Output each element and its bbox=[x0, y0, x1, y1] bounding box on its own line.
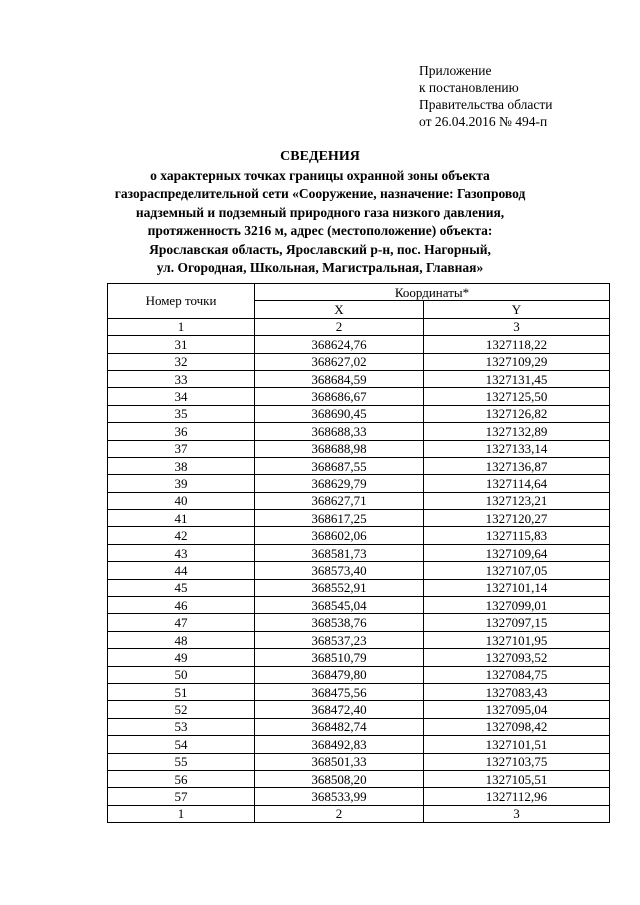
point-number-cell: 43 bbox=[108, 544, 255, 561]
coordinates-table bbox=[107, 283, 610, 823]
table-row bbox=[108, 510, 610, 527]
y-coordinate-cell: 1327097,15 bbox=[424, 614, 610, 631]
index-cell: 2 bbox=[255, 318, 424, 335]
y-coordinate-cell: 1327109,64 bbox=[424, 544, 610, 561]
heading-line: протяженность 3216 м, адрес (местоположение) объекта: bbox=[147, 223, 493, 238]
header-x: X bbox=[255, 301, 424, 318]
x-coordinate-cell: 368482,74 bbox=[255, 718, 424, 735]
point-number-cell: 45 bbox=[108, 579, 255, 596]
point-number-cell: 50 bbox=[108, 666, 255, 683]
y-coordinate-cell: 1327101,14 bbox=[424, 579, 610, 596]
x-coordinate-cell: 368629,79 bbox=[255, 475, 424, 492]
x-coordinate-cell: 368538,76 bbox=[255, 614, 424, 631]
y-coordinate-cell: 1327083,43 bbox=[424, 683, 610, 700]
table-row bbox=[108, 527, 610, 544]
document-title: СВЕДЕНИЯ bbox=[280, 149, 360, 164]
heading-line: Ярославская область, Ярославский р-н, пос. Нагорный, bbox=[149, 241, 491, 257]
x-coordinate-cell: 368617,25 bbox=[255, 510, 424, 527]
table-row bbox=[108, 649, 610, 666]
x-coordinate-cell: 368475,56 bbox=[255, 683, 424, 700]
x-coordinate-cell: 368479,80 bbox=[255, 666, 424, 683]
point-number-cell: 42 bbox=[108, 527, 255, 544]
table-row bbox=[108, 631, 610, 648]
table-row bbox=[108, 457, 610, 474]
table-row bbox=[108, 405, 610, 422]
heading-line: о характерных точках границы охранной зоны объекта bbox=[150, 167, 490, 183]
table-row bbox=[108, 683, 610, 700]
x-coordinate-cell: 368552,91 bbox=[255, 579, 424, 596]
column-index-row bbox=[108, 805, 610, 822]
point-number-cell: 53 bbox=[108, 718, 255, 735]
y-coordinate-cell: 1327105,51 bbox=[424, 770, 610, 787]
table-row bbox=[108, 753, 610, 770]
x-coordinate-cell: 368624,76 bbox=[255, 336, 424, 353]
index-cell: 3 bbox=[424, 805, 610, 822]
x-coordinate-cell: 368602,06 bbox=[255, 527, 424, 544]
header-point-number: Номер точки bbox=[108, 284, 255, 319]
y-coordinate-cell: 1327095,04 bbox=[424, 701, 610, 718]
y-coordinate-cell: 1327112,96 bbox=[424, 788, 610, 805]
index-cell: 3 bbox=[424, 318, 610, 335]
y-coordinate-cell: 1327120,27 bbox=[424, 510, 610, 527]
x-coordinate-cell: 368545,04 bbox=[255, 597, 424, 614]
table-row bbox=[108, 579, 610, 596]
x-coordinate-cell: 368508,20 bbox=[255, 770, 424, 787]
point-number-cell: 32 bbox=[108, 353, 255, 370]
appendix-block bbox=[419, 62, 552, 130]
x-coordinate-cell: 368537,23 bbox=[255, 631, 424, 648]
point-number-cell: 41 bbox=[108, 510, 255, 527]
table-row bbox=[108, 718, 610, 735]
point-number-cell: 55 bbox=[108, 753, 255, 770]
x-coordinate-cell: 368688,98 bbox=[255, 440, 424, 457]
y-coordinate-cell: 1327115,83 bbox=[424, 527, 610, 544]
index-cell: 1 bbox=[108, 318, 255, 335]
table-row bbox=[108, 370, 610, 387]
y-coordinate-cell: 1327125,50 bbox=[424, 388, 610, 405]
point-number-cell: 44 bbox=[108, 562, 255, 579]
point-number-cell: 48 bbox=[108, 631, 255, 648]
heading-line: газораспределительной сети «Сооружение, назначение: Газопровод bbox=[114, 186, 526, 201]
point-number-cell: 56 bbox=[108, 770, 255, 787]
heading-line: надземный и подземный природного газа низкого давления, bbox=[135, 204, 505, 220]
x-coordinate-cell: 368510,79 bbox=[255, 649, 424, 666]
table-row bbox=[108, 562, 610, 579]
x-coordinate-cell: 368686,67 bbox=[255, 388, 424, 405]
table-row bbox=[108, 614, 610, 631]
point-number-cell: 31 bbox=[108, 336, 255, 353]
table-row bbox=[108, 788, 610, 805]
table-row bbox=[108, 475, 610, 492]
y-coordinate-cell: 1327084,75 bbox=[424, 666, 610, 683]
y-coordinate-cell: 1327133,14 bbox=[424, 440, 610, 457]
table-row bbox=[108, 336, 610, 353]
table-row bbox=[108, 544, 610, 561]
table-row bbox=[108, 492, 610, 509]
column-index-row bbox=[108, 318, 610, 335]
y-coordinate-cell: 1327131,45 bbox=[424, 370, 610, 387]
y-coordinate-cell: 1327103,75 bbox=[424, 753, 610, 770]
x-coordinate-cell: 368533,99 bbox=[255, 788, 424, 805]
y-coordinate-cell: 1327098,42 bbox=[424, 718, 610, 735]
y-coordinate-cell: 1327107,05 bbox=[424, 562, 610, 579]
point-number-cell: 51 bbox=[108, 683, 255, 700]
point-number-cell: 39 bbox=[108, 475, 255, 492]
header-coordinates: Координаты* bbox=[255, 284, 610, 301]
y-coordinate-cell: 1327118,22 bbox=[424, 336, 610, 353]
point-number-cell: 49 bbox=[108, 649, 255, 666]
x-coordinate-cell: 368581,73 bbox=[255, 544, 424, 561]
heading-line: ул. Огородная, Школьная, Магистральная, Главная» bbox=[156, 260, 484, 275]
point-number-cell: 36 bbox=[108, 423, 255, 440]
y-coordinate-cell: 1327101,51 bbox=[424, 736, 610, 753]
point-number-cell: 38 bbox=[108, 457, 255, 474]
point-number-cell: 54 bbox=[108, 736, 255, 753]
appendix-line: от 26.04.2016 № 494-п bbox=[419, 114, 548, 129]
point-number-cell: 47 bbox=[108, 614, 255, 631]
index-cell: 2 bbox=[255, 805, 424, 822]
point-number-cell: 52 bbox=[108, 701, 255, 718]
point-number-cell: 33 bbox=[108, 370, 255, 387]
table-row bbox=[108, 353, 610, 370]
document-heading bbox=[60, 148, 580, 278]
y-coordinate-cell: 1327114,64 bbox=[424, 475, 610, 492]
appendix-line: к постановлению bbox=[419, 80, 519, 95]
x-coordinate-cell: 368684,59 bbox=[255, 370, 424, 387]
point-number-cell: 37 bbox=[108, 440, 255, 457]
point-number-cell: 46 bbox=[108, 597, 255, 614]
table-row bbox=[108, 423, 610, 440]
table-row bbox=[108, 440, 610, 457]
x-coordinate-cell: 368492,83 bbox=[255, 736, 424, 753]
y-coordinate-cell: 1327132,89 bbox=[424, 423, 610, 440]
x-coordinate-cell: 368627,71 bbox=[255, 492, 424, 509]
x-coordinate-cell: 368627,02 bbox=[255, 353, 424, 370]
y-coordinate-cell: 1327109,29 bbox=[424, 353, 610, 370]
y-coordinate-cell: 1327123,21 bbox=[424, 492, 610, 509]
table-row bbox=[108, 388, 610, 405]
y-coordinate-cell: 1327126,82 bbox=[424, 405, 610, 422]
x-coordinate-cell: 368687,55 bbox=[255, 457, 424, 474]
point-number-cell: 57 bbox=[108, 788, 255, 805]
x-coordinate-cell: 368501,33 bbox=[255, 753, 424, 770]
y-coordinate-cell: 1327101,95 bbox=[424, 631, 610, 648]
x-coordinate-cell: 368688,33 bbox=[255, 423, 424, 440]
appendix-line: Правительства области bbox=[419, 97, 553, 112]
index-cell: 1 bbox=[108, 805, 255, 822]
table-row bbox=[108, 701, 610, 718]
x-coordinate-cell: 368472,40 bbox=[255, 701, 424, 718]
point-number-cell: 40 bbox=[108, 492, 255, 509]
appendix-line: Приложение bbox=[419, 63, 492, 78]
table-row bbox=[108, 736, 610, 753]
point-number-cell: 35 bbox=[108, 405, 255, 422]
header-y: Y bbox=[424, 301, 610, 318]
x-coordinate-cell: 368573,40 bbox=[255, 562, 424, 579]
table-row bbox=[108, 666, 610, 683]
point-number-cell: 34 bbox=[108, 388, 255, 405]
table-row bbox=[108, 770, 610, 787]
y-coordinate-cell: 1327099,01 bbox=[424, 597, 610, 614]
y-coordinate-cell: 1327093,52 bbox=[424, 649, 610, 666]
y-coordinate-cell: 1327136,87 bbox=[424, 457, 610, 474]
table-row bbox=[108, 597, 610, 614]
x-coordinate-cell: 368690,45 bbox=[255, 405, 424, 422]
